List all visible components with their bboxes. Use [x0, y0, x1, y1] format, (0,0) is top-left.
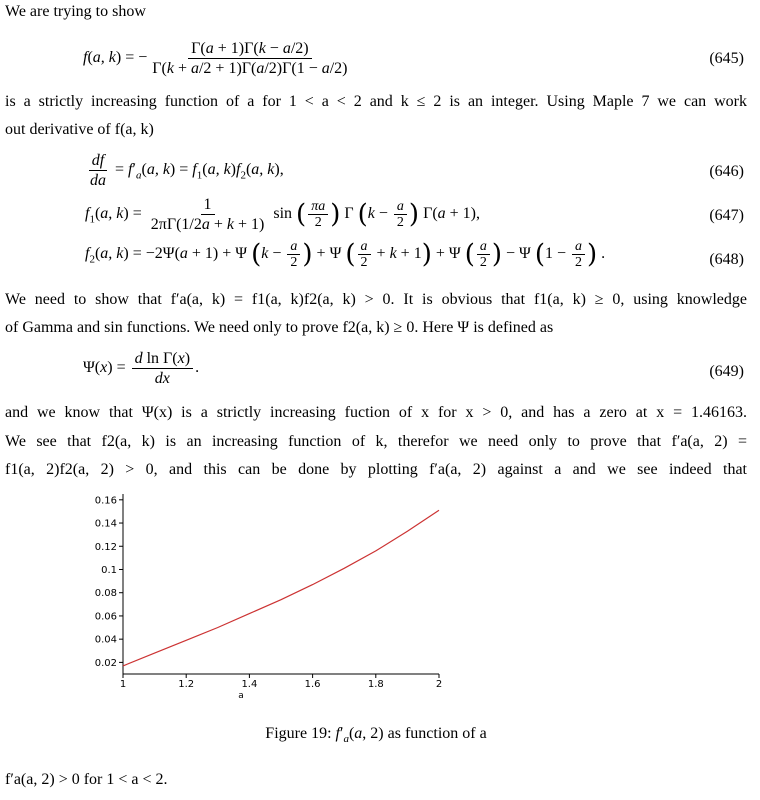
y-tick-label: 0.14: [94, 518, 117, 530]
equation-645: f(a, k) = − $\frac{\Gamma(a + 1)\Gamma(k - a/2)}{\Gamma(k + a/2 + 1)\Gamma(a/2)\Gamma(1 - a/2)}$: [83, 40, 348, 77]
paragraph-line: out derivative of f(a, k): [5, 121, 154, 138]
y-tick-label: 0.1: [101, 564, 117, 576]
y-tick-label: 0.08: [94, 588, 117, 600]
line-chart: [83, 488, 453, 698]
paragraph-line: is a strictly increasing function of a for 1 < a < 2 and k ≤ 2 is an integer. Using Maple 7 we can work: [5, 93, 747, 110]
equation-number-649: (649): [709, 363, 744, 380]
paragraph-line: We see that f2(a, k) is an increasing function of k, therefor we need only to prove that f′a(a, 2) =: [5, 433, 747, 450]
page: [5, 0, 747, 800]
x-tick-label: 1.2: [178, 679, 195, 690]
x-tick-label: 1.8: [367, 679, 384, 690]
paragraph-line: and we know that Ψ(x) is a strictly increasing fuction of x for x > 0, and has a zero at x = 1.46163.: [5, 404, 747, 421]
equation-647: $f_1(a$, k) = $\frac{1}{2\pi\Gamma(1/2a + k + 1)}$ sin ( $\frac{\pi a}{2}$ ) Γ (k − $\frac{a}{2}$ ) Γ(a + 1),: [85, 196, 480, 233]
y-tick-label: 0.06: [94, 611, 117, 623]
conclusion-line: f′a(a, 2) > 0 for 1 < a < 2.: [5, 771, 168, 788]
y-tick-label: 0.02: [94, 657, 117, 669]
equation-646: $\frac{df}{da}$ = $f'_a(a$, $k) = f_1(a$, $k)f_2(a$, k),: [90, 152, 284, 189]
paragraph-line: of Gamma and sin functions. We need only to prove f2(a, k) ≥ 0. Here Ψ is defined as: [5, 319, 554, 336]
x-tick-label: 1.4: [241, 679, 258, 690]
x-axis-label: a: [238, 691, 244, 698]
series-line: [123, 510, 439, 666]
y-tick-label: 0.12: [94, 541, 117, 553]
x-tick-label: 1: [119, 679, 127, 690]
paragraph-line: We need to show that f′a(a, k) = f1(a, k)f2(a, k) > 0. It is obvious that f1(a, k) ≥ 0, using knowledge: [5, 291, 747, 308]
intro-text: We are trying to show: [5, 3, 146, 20]
y-tick-label: 0.16: [94, 495, 117, 507]
equation-number-648: (648): [709, 251, 744, 268]
paragraph-line: f1(a, 2)f2(a, 2) > 0, and this can be done by plotting f′a(a, 2) against a and we see indeed that: [5, 461, 747, 478]
y-tick-label: 0.04: [94, 634, 117, 646]
caption-prefix: Figure 19:: [265, 725, 332, 742]
equation-649: Ψ(x) = $\frac{\text{d ln Γ(x)}}{dx}$ .: [83, 350, 200, 387]
x-tick-label: 1.6: [304, 679, 321, 690]
equation-648: $f_2(a$, k) = −2Ψ(a + 1) + Ψ (k − $\frac{a}{2}$ ) + Ψ ( $\frac{a}{2}$ + k + 1) + Ψ ( $\frac{a}{2}$ ) − Ψ (1 − $\frac{a}{2}$ ) .: [85, 239, 606, 270]
intro-line: [5, 2, 747, 22]
caption-rest: as function of a: [387, 725, 487, 742]
figure-caption: Figure 19: $f'_a(a$, 2) as function of a: [265, 725, 487, 746]
x-tick-label: 2: [435, 679, 443, 690]
equation-number-647: (647): [709, 207, 744, 224]
equation-number-645: (645): [709, 50, 744, 67]
equation-number-646: (646): [709, 163, 744, 180]
